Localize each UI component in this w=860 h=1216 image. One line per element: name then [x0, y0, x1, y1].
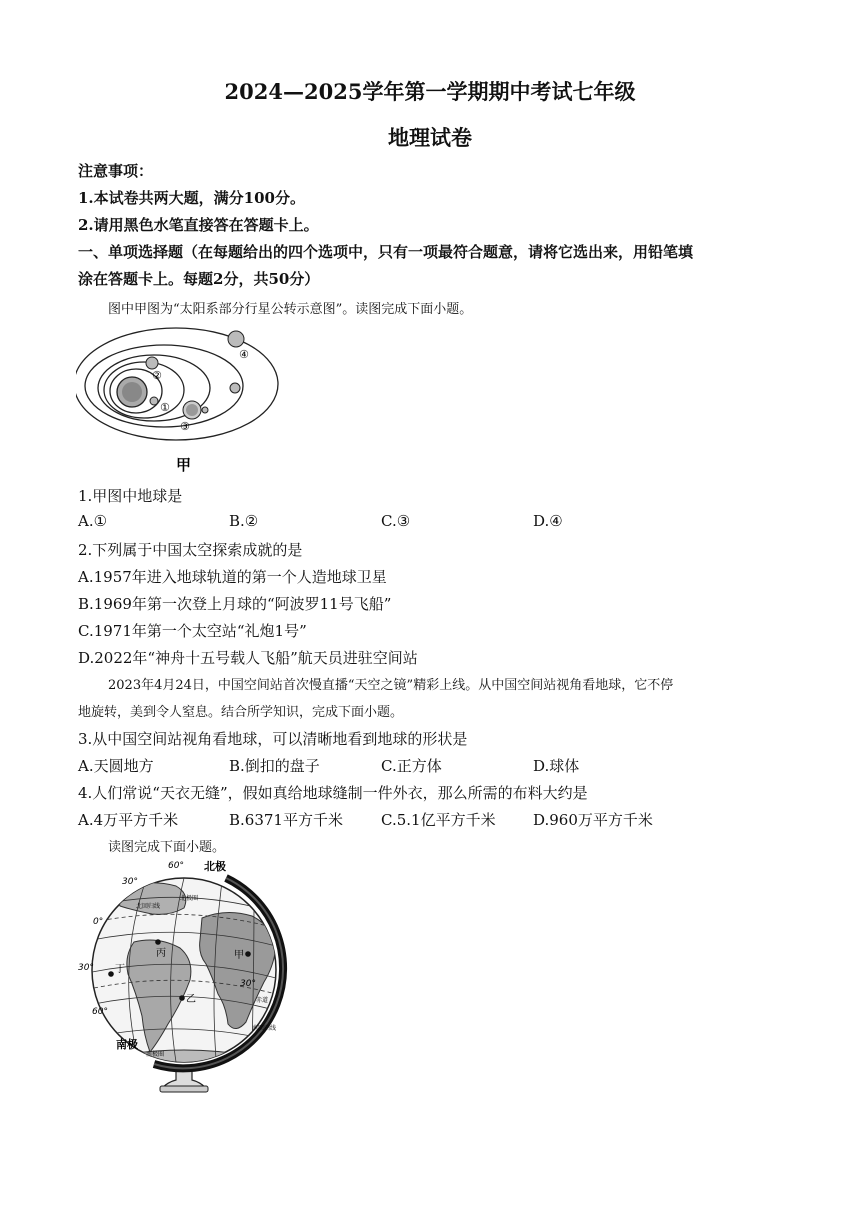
q3-option-c[interactable]: C.正方体 [381, 757, 442, 775]
q3-option-a[interactable]: A.天圆地方 [78, 757, 154, 775]
intro-2-line2: 地旋转，美到令人窒息。结合所学知识，完成下面小题。 [78, 705, 404, 720]
label-2: ② [152, 369, 162, 382]
label-yi: 乙 [186, 994, 196, 1005]
lat-label-60n: 60° [168, 861, 184, 871]
q1-option-d[interactable]: D.④ [533, 512, 563, 530]
q4-stem: 4.人们常说“天衣无缝”，假如真给地球缝制一件外衣，那么所需的布料大约是 [78, 784, 588, 802]
q2-option-c[interactable]: C.1971年第一个太空站“礼炮1号” [78, 622, 307, 640]
notice-item-1: 1.本试卷共两大题，满分100分。 [78, 189, 305, 207]
q4-option-a[interactable]: A.4万平方千米 [78, 811, 179, 829]
section-heading-line1: 一、单项选择题（在每题给出的四个选项中，只有一项最符合题意，请将它选出来，用铅笔填 [78, 243, 694, 261]
intro-2-line1: 2023年4月24日，中国空间站首次慢直播“天空之镜”精彩上线。从中国空间站视角看地球，它不停 [108, 678, 674, 693]
exam-title: 2024—2025学年第一学期期中考试七年级 [224, 79, 636, 104]
band-label-antarctic: 南极圈 [146, 1051, 165, 1058]
lat-label-0: 0° [93, 917, 104, 927]
figure-caption: 甲 [176, 456, 192, 472]
label-4: ④ [239, 348, 249, 361]
q1-stem: 1.甲图中地球是 [78, 487, 183, 505]
solar-system-figure [76, 322, 286, 472]
intro-3: 读图完成下面小题。 [108, 840, 226, 855]
lat-label-60s: 60° [92, 1007, 108, 1017]
band-label-tropic-cancer: 北回归线 [136, 903, 161, 910]
band-label-equator: 赤道 [256, 997, 269, 1004]
notice-item-2: 2.请用黑色水笔直接答在答题卡上。 [78, 216, 319, 234]
exam-subject: 地理试卷 [388, 125, 472, 150]
q4-option-b[interactable]: B.6371平方千米 [229, 811, 343, 829]
label-ding: 丁 [115, 964, 125, 975]
q1-option-b[interactable]: B.② [229, 512, 259, 530]
planet-4 [228, 331, 244, 347]
q2-option-b[interactable]: B.1969年第一次登上月球的“阿波罗11号飞船” [78, 595, 392, 613]
q3-stem: 3.从中国空间站视角看地球，可以清晰地看到地球的形状是 [78, 730, 468, 748]
q2-option-d[interactable]: D.2022年“神舟十五号载人飞船”航天员进驻空间站 [78, 649, 418, 667]
q1-option-c[interactable]: C.③ [381, 512, 411, 530]
q4-option-c[interactable]: C.5.1亿平方千米 [381, 811, 496, 829]
orbit-4 [76, 328, 278, 440]
label-bing: 丙 [156, 948, 166, 959]
south-pole-label: 南极 [116, 1038, 138, 1051]
q3-option-d[interactable]: D.球体 [533, 757, 580, 775]
point-yi [179, 995, 185, 1001]
north-pole-label: 北极 [204, 860, 226, 873]
planet-1 [150, 397, 158, 405]
point-bing [155, 939, 161, 945]
label-3: ③ [180, 420, 190, 433]
lat-label-30n: 30° [122, 877, 138, 887]
label-1: ① [160, 401, 170, 414]
q2-stem: 2.下列属于中国太空探索成就的是 [78, 541, 303, 559]
point-ding [108, 971, 114, 977]
label-jia: 甲 [234, 950, 244, 961]
moon [202, 407, 208, 413]
q2-option-a[interactable]: A.1957年进入地球轨道的第一个人造地球卫星 [78, 568, 387, 586]
band-label-arctic: 北极圈 [180, 895, 199, 902]
lon-label-30: 30° [240, 979, 256, 989]
planet-2 [146, 357, 158, 369]
lat-label-30s: 30° [78, 963, 94, 973]
notice-heading: 注意事项： [78, 162, 154, 180]
intro-1: 图中甲图为“太阳系部分行星公转示意图”。读图完成下面小题。 [108, 302, 473, 317]
section-heading-line2: 涂在答题卡上。每题2分，共50分） [78, 270, 320, 288]
q3-option-b[interactable]: B.倒扣的盘子 [229, 757, 320, 775]
point-jia [245, 951, 251, 957]
q1-option-a[interactable]: A.① [78, 512, 108, 530]
globe-figure [76, 856, 296, 1102]
band-label-tropic-capricorn: 南回归线 [252, 1025, 277, 1032]
q4-option-d[interactable]: D.960万平方千米 [533, 811, 653, 829]
planet-outer [230, 383, 240, 393]
